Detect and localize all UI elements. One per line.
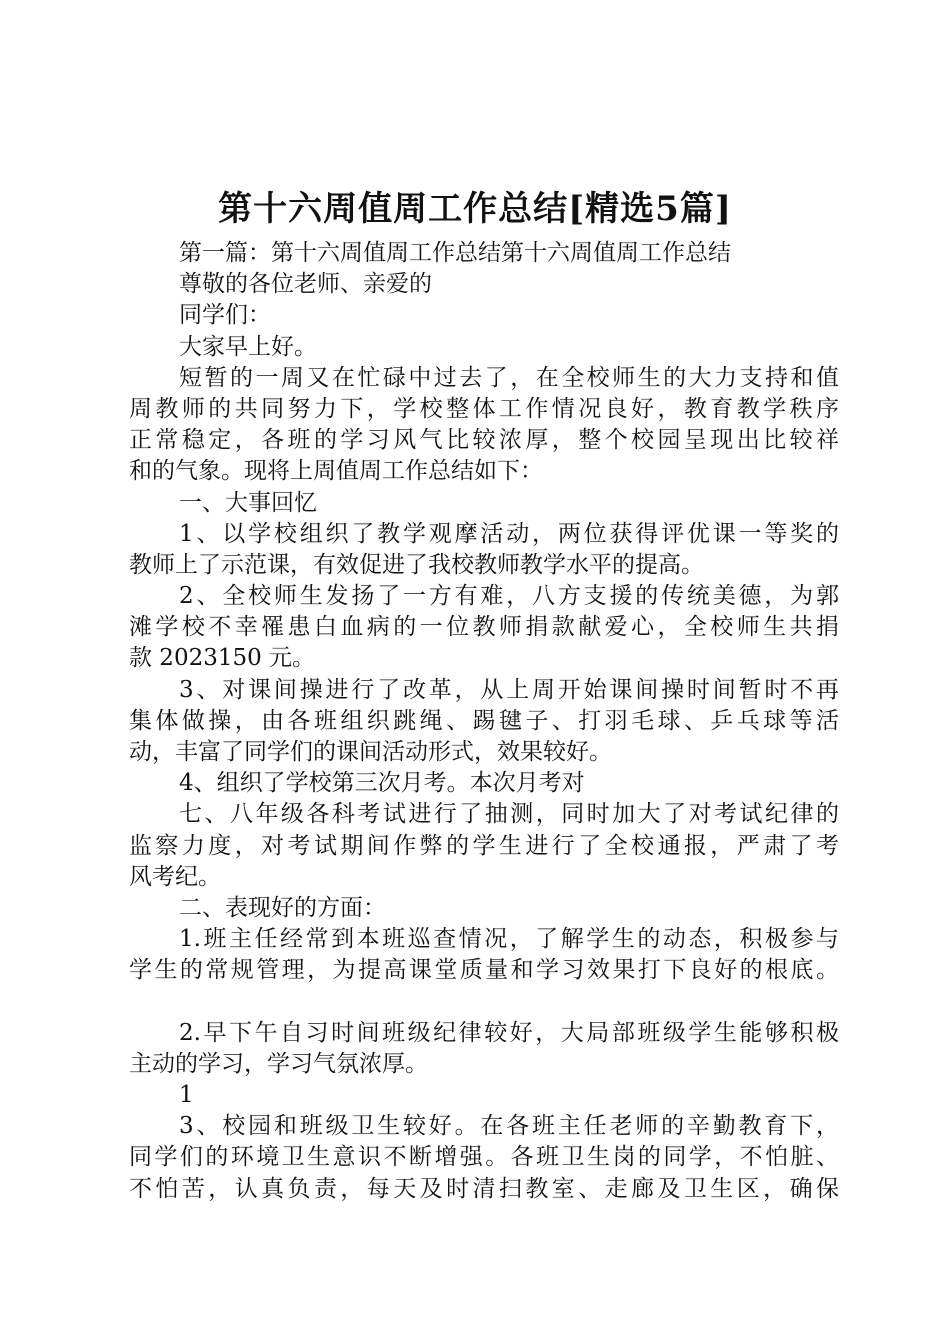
paragraph-line: 2、全校师生发扬了一方有难，八方支援的传统美德，为郭 (179, 583, 839, 610)
paragraph-line: 学生的常规管理，为提高课堂质量和学习效果打下良好的根底。 (129, 957, 839, 984)
paragraph-line: 风考纪。 (129, 863, 221, 890)
document-title: 第十六周值周工作总结[精选5篇] (218, 189, 732, 229)
paragraph-line: 主动的学习，学习气氛浓厚。 (129, 1050, 428, 1077)
paragraph-line: 3、对课间操进行了改革，从上周开始课间操时间暂时不再 (179, 676, 839, 703)
paragraph-line: 1、以学校组织了教学观摩活动，两位获得评优课一等奖的 (179, 520, 839, 547)
paragraph-line: 不怕苦，认真负责，每天及时清扫教室、走廊及卫生区，确保 (129, 1175, 839, 1202)
section-heading: 二、表现好的方面： (179, 894, 386, 921)
paragraph-line: 3、校园和班级卫生较好。在各班主任老师的辛勤教育下， (179, 1113, 839, 1140)
blank-line (129, 987, 839, 1018)
paragraph-line: 监察力度，对考试期间作弊的学生进行了全校通报，严肃了考 (129, 832, 839, 859)
paragraph-line: 教师上了示范课，有效促进了我校教师教学水平的提高。 (129, 551, 704, 578)
paragraph-line: 集体做操，由各班组织跳绳、踢毽子、打羽毛球、乒乓球等活 (129, 707, 839, 734)
paragraph-line: 周教师的共同努力下，学校整体工作情况良好，教育教学秩序 (129, 395, 839, 422)
paragraph-line: 4、组织了学校第三次月考。本次月考对 (179, 770, 585, 797)
paragraph-line: 款 2023150 元。 (129, 645, 316, 672)
section-heading: 一、大事回忆 (179, 489, 317, 516)
paragraph-line: 七、八年级各科考试进行了抽测，同时加大了对考试纪律的 (179, 801, 839, 828)
page-number: 1 (179, 1082, 194, 1109)
document-body (129, 238, 839, 1205)
paragraph-line: 动，丰富了同学们的课间活动形式，效果较好。 (129, 739, 612, 765)
paragraph-line: 和的气象。现将上周值周工作总结如下： (129, 458, 543, 485)
paragraph-line: 2.早下午自习时间班级纪律较好，大局部班级学生能够积极 (179, 1019, 839, 1046)
paragraph-line: 尊敬的各位老师、亲爱的 (179, 271, 432, 298)
paragraph-line: 1.班主任经常到本班巡查情况，了解学生的动态，积极参与 (179, 926, 839, 953)
paragraph-line: 同学们： (179, 302, 271, 329)
paragraph-line: 正常稳定，各班的学习风气比较浓厚，整个校园呈现出比较祥 (129, 427, 839, 454)
paragraph-line: 同学们的环境卫生意识不断增强。各班卫生岗的同学，不怕脏、 (129, 1144, 839, 1171)
paragraph-line: 第一篇：第十六周值周工作总结第十六周值周工作总结 (179, 240, 731, 266)
paragraph-line: 大家早上好。 (179, 333, 317, 360)
paragraph-line: 短暂的一周又在忙碌中过去了，在全校师生的大力支持和值 (179, 364, 839, 391)
paragraph-line: 滩学校不幸罹患白血病的一位教师捐款献爱心，全校师生共捐 (129, 614, 839, 641)
